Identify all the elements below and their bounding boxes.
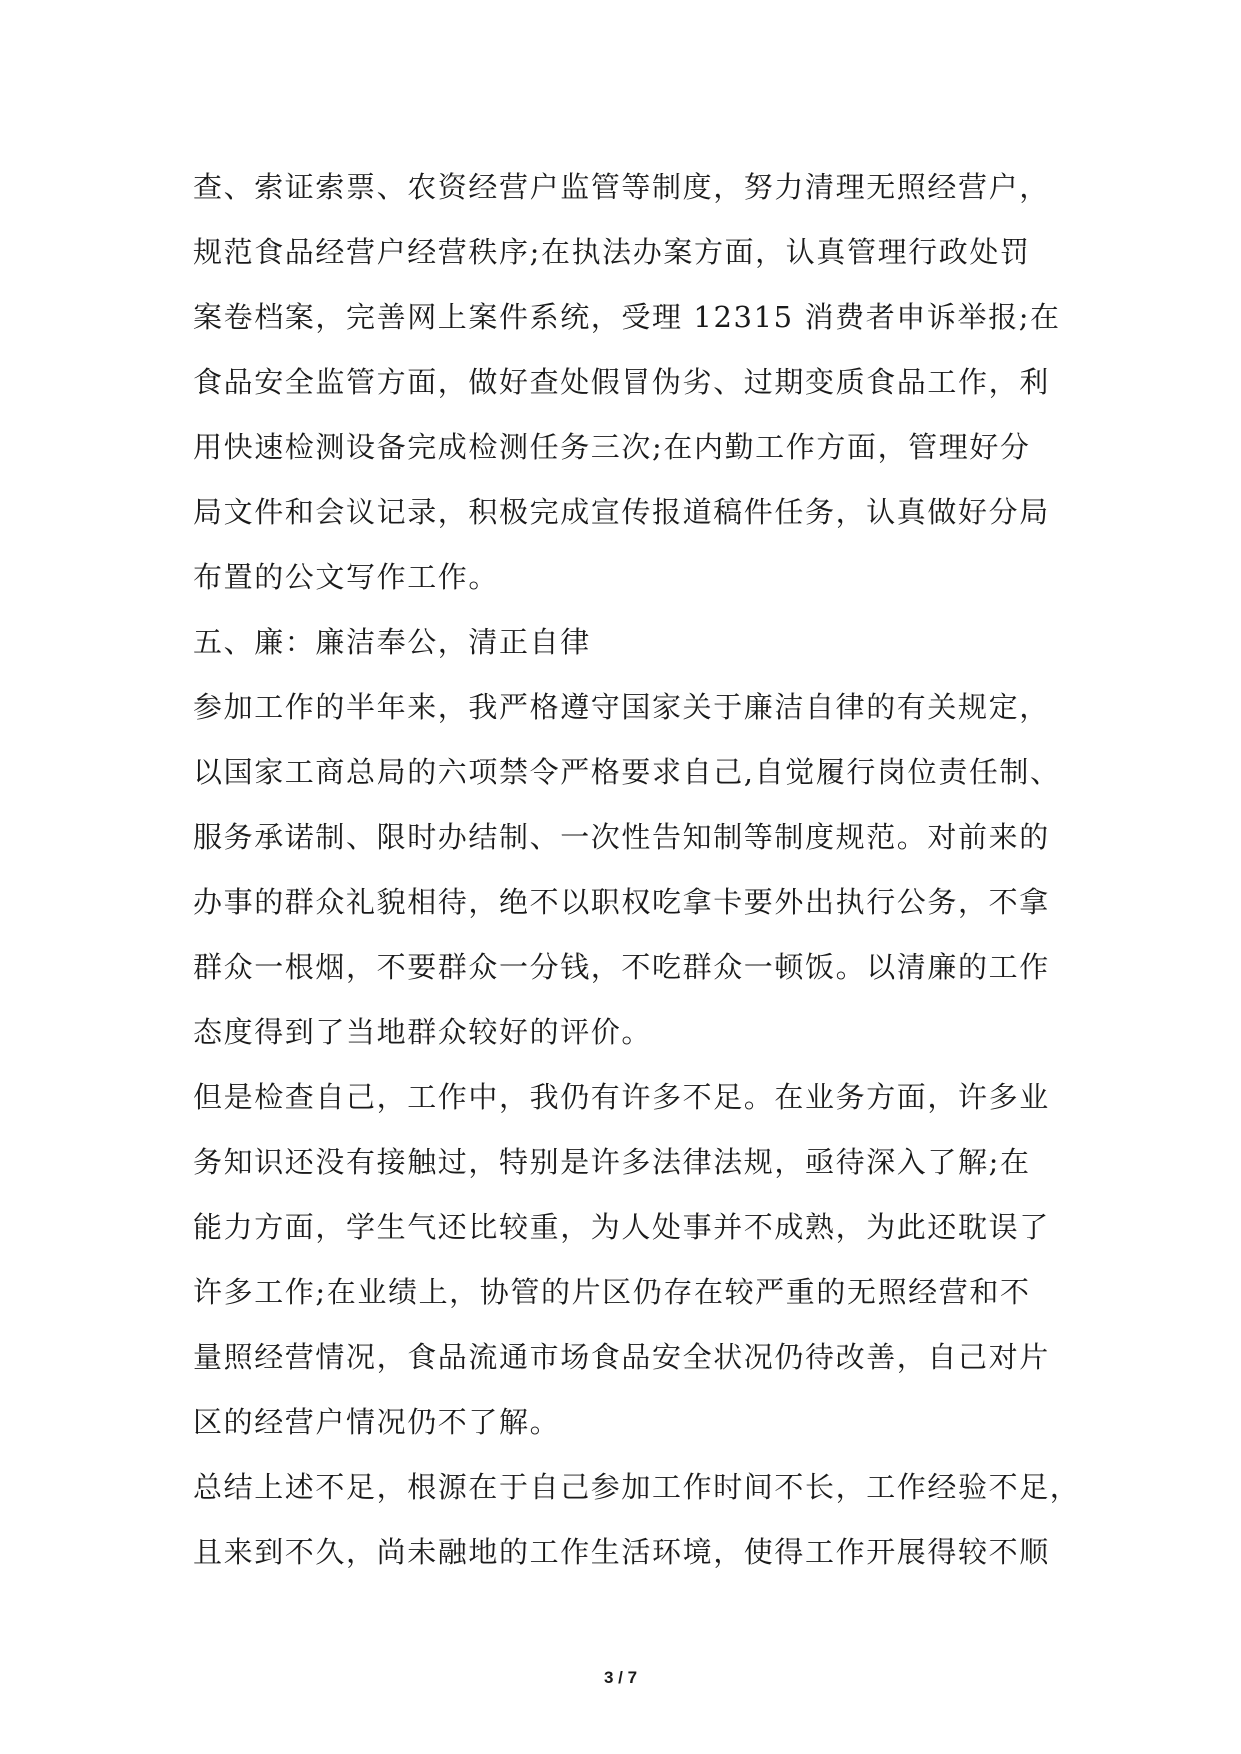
text-line: 许多工作;在业绩上，协管的片区仍存在较严重的无照经营和不	[193, 1275, 1031, 1309]
text-line: 群众一根烟，不要群众一分钱，不吃群众一顿饭。以清廉的工作	[193, 950, 1050, 984]
text-line: 案卷档案，完善网上案件系统，受理 12315 消费者申诉举报;在	[193, 300, 1061, 334]
text-line: 但是检查自己，工作中，我仍有许多不足。在业务方面，许多业	[193, 1080, 1050, 1114]
section-heading: 五、廉：廉洁奉公，清正自律	[193, 625, 591, 659]
text-line: 量照经营情况，食品流通市场食品安全状况仍待改善，自己对片	[193, 1340, 1050, 1374]
text-line: 食品安全监管方面，做好查处假冒伪劣、过期变质食品工作，利	[193, 365, 1050, 399]
text-line: 服务承诺制、限时办结制、一次性告知制等制度规范。对前来的	[193, 820, 1050, 854]
text-line: 局文件和会议记录，积极完成宣传报道稿件任务，认真做好分局	[193, 495, 1050, 529]
text-line: 务知识还没有接触过，特别是许多法律法规，亟待深入了解;在	[193, 1145, 1031, 1179]
text-line: 能力方面，学生气还比较重，为人处事并不成熟，为此还耽误了	[193, 1210, 1050, 1244]
text-line: 且来到不久，尚未融地的工作生活环境，使得工作开展得较不顺	[193, 1535, 1050, 1569]
text-line: 以国家工商总局的六项禁令严格要求自己,自觉履行岗位责任制、	[193, 755, 1061, 789]
text-line: 态度得到了当地群众较好的评价。	[193, 1015, 653, 1049]
text-line: 办事的群众礼貌相待，绝不以职权吃拿卡要外出执行公务，不拿	[193, 885, 1050, 919]
page-number: 3 / 7	[603, 1668, 638, 1687]
text-line: 区的经营户情况仍不了解。	[193, 1405, 561, 1439]
text-line: 总结上述不足，根源在于自己参加工作时间不长，工作经验不足，	[193, 1470, 1081, 1504]
text-line: 布置的公文写作工作。	[193, 560, 500, 594]
text-line: 参加工作的半年来，我严格遵守国家关于廉洁自律的有关规定，	[193, 690, 1050, 724]
text-line: 规范食品经营户经营秩序;在执法办案方面，认真管理行政处罚	[193, 235, 1031, 269]
text-line: 用快速检测设备完成检测任务三次;在内勤工作方面，管理好分	[193, 430, 1031, 464]
text-line: 查、索证索票、农资经营户监管等制度，努力清理无照经营户，	[193, 170, 1050, 204]
